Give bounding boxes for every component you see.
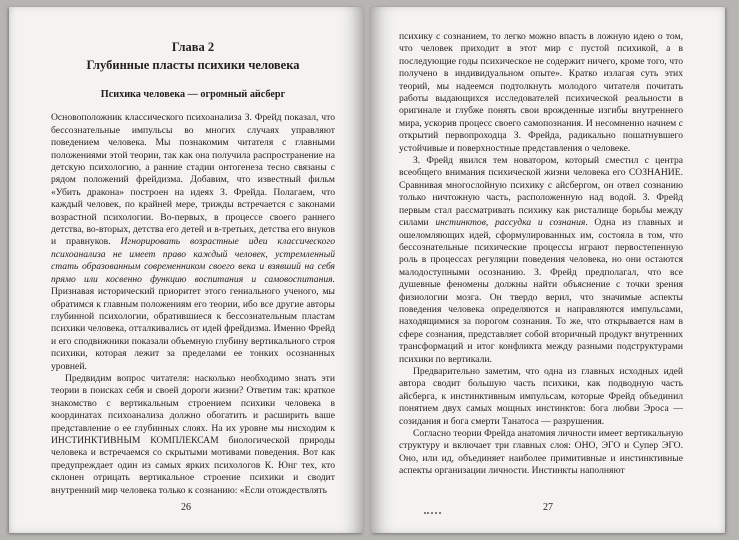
paragraph xyxy=(51,112,335,373)
page-number-left: 26 xyxy=(181,502,191,513)
right-page-text-block xyxy=(399,31,683,493)
chapter-title: Глубинные пласты психики человека xyxy=(86,58,300,72)
paragraph: психику с сознанием, то легко можно впасть в ложную идею о том, что человек приходит в этот мир с пустой психикой, а в последующие годы психическое не содержит ничего, кроме того, что получено в индивидуальном опыте». Кратко излагая суть этих теорий, мы надеемся подтолкнуть молодого читателя почитать работы выдающихся исследователей психической реальности в оригинале и глубже понять свои врожденные изгибы внутреннего мира, ускорив процесс своего самопознания. И несомненно начнем с открытий первопроходца З. Фрейда, радикально пошатнувшего устойчивые и поверхностные представления о человеке. xyxy=(399,31,683,154)
right-page xyxy=(371,7,725,533)
paragraph: Предварительно заметим, что одна из главных исходных идей автора сводит большую часть психики, как подводную часть айсберга, к инстинктивным импульсам, которые Фрейд объединил понятием двух самых мощных инстинктов: бога любви Эроса — созидания и бога смерти Танатоса — разрушения. xyxy=(399,365,683,427)
paragraph xyxy=(399,155,683,366)
page-number-right: 27 xyxy=(543,502,553,513)
left-page-text-block xyxy=(51,31,335,496)
scan-mark xyxy=(424,512,441,514)
paragraph: Согласно теории Фрейда анатомия личности имеет вертикальную структуру и включает три главных слоя: ОНО, ЭГО и Супер ЭГО. Оно, или ид, объединяет наиболее примитивные и инстинктивные аспекты организации личности. Инстинкты наполняют xyxy=(399,428,683,477)
chapter-label: Глава 2 xyxy=(171,40,215,54)
paragraph-text-italic: Игнорировать возрастные идеи классического психоанализа не имеет право каждый человек, устремленный стать образованным современником своего века и взявший на себя прямо или косвенно функцию воспитания и самовоспитания. xyxy=(51,236,335,285)
paragraph-text-italic: инстинктов, рассудка и сознания xyxy=(435,217,586,229)
paragraph-text: Основоположник классического психоанализа З. Фрейд показал, что бессознательные импульсы во многих случаях управляют поведением человека. Мы познакомим читателя с главными положениями этой теории, так как она получила распространение на детскую психологию, а ранние стадии онтогенеза тесно связаны с рядом положений фрейдизма. Добавим, что известный фильм «Убить дракона» построен на идеях З. Фрейда. Полагаем, что каждый человек, по крайней мере, трижды встречается с законами возрастной психологии. Во-первых, в процессе своего раннего детства, во-вторых, детства его детей и в-третьих, детства его внуков и правнуков. xyxy=(51,112,335,248)
paragraph-text: З. Фрейд явился тем новатором, который сместил с центра всеобщего внимания психической жизни человека его СОЗНАНИЕ. Сравнивая многослойную психику с айсбергом, он отвел сознанию только ничтожную часть, расположенную над водой. З. Фрейд первым стал рассматривать психику как ристалище борьбы между силами xyxy=(399,155,683,229)
paragraph-text: . Одна из главных и ошеломляющих идей, сформулированных им, состояла в том, что бессознательные психические процессы играют первостепенную роль в процессах регуляции поведения человека, но они остаются малодоступными осознанию. З. Фрейд предполагал, что все душевные феномены должны найти объяснение с точки зрения физиологии мозга. Он твердо верил, что значимые аспекты поведения человека определяются и направляются импульсами, находящимися за порогом сознания. То же, что открывается нам в сфере сознания, представляет собой вторичный продукт внутренних трансформаций и итог конфликта между разными подструктурами психики по вертикали. xyxy=(399,217,684,365)
left-page xyxy=(9,7,363,533)
paragraph-text: Признавая исторический приоритет этого гениального ученого, мы обратимся к главным положениям его теории, ибо все другие авторы глубинной психологии, обратившиеся к бессознательным пластам психики человека, отталкивались от идей фрейдизма. Именно Фрейд и его сподвижники показали объемную глубину вертикального строя психики, которая лежит за пределами ее тонких осознанных уровней. xyxy=(51,286,335,372)
paragraph: Предвидим вопрос читателя: насколько необходимо знать эти теории в поисках себя и своей дороги жизни? Ответим так: краткое знакомство с вертикальным строением психики человека в координатах психоанализа должно обогатить и расширить ваше представление о ее глубинных слоях. На их уровне мы нисходим к ИНСТИНКТИВНЫМ КОМПЛЕКСАМ биологической природы человека и встречаемся со скрытыми мотивами поведения. Вот как предупреждает один из самых ярких психологов К. Юнг тех, кто склонен отрицать вертикальное строение психики и сводит внутренний мир человека только к сознанию: «Если отождествлять xyxy=(51,372,335,496)
section-heading: Психика человека — огромный айсберг xyxy=(100,89,286,100)
